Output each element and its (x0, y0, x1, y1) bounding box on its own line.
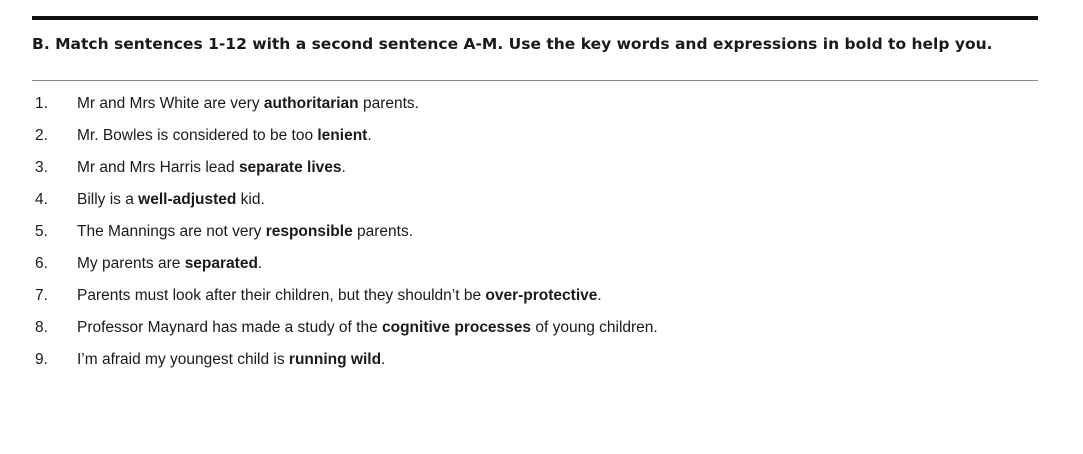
item-number: 3. (35, 159, 48, 176)
item-key-expression: cognitive processes (382, 319, 532, 336)
item-text-pre: Professor Maynard has made a study of the (77, 319, 382, 336)
instruction-divider (32, 80, 1038, 81)
item-text (77, 351, 385, 369)
item-text-pre: Mr and Mrs Harris lead (77, 159, 239, 176)
item-key-expression: separate lives (238, 159, 342, 176)
item-text (77, 319, 658, 337)
item-text-post: parents. (352, 223, 413, 240)
item-key-expression: running wild (288, 351, 382, 368)
item-text-post: . (341, 159, 346, 176)
item-key-expression: responsible (265, 223, 353, 240)
item-text-pre: Mr and Mrs White are very (77, 95, 264, 112)
item-text (77, 95, 419, 113)
item-number: 5. (35, 223, 48, 240)
list-item (32, 248, 658, 280)
item-text (77, 127, 372, 145)
item-text-pre: The Mannings are not very (77, 223, 266, 240)
list-item (32, 120, 658, 152)
item-text-post: . (597, 287, 602, 304)
item-text-pre: Billy is a (77, 191, 139, 208)
item-text-pre: My parents are (77, 255, 185, 272)
list-item (32, 152, 658, 184)
section-top-rule (32, 16, 1038, 20)
list-item (32, 344, 658, 376)
list-item (32, 280, 658, 312)
item-text-pre: Mr. Bowles is considered to be too (77, 127, 318, 144)
list-item (32, 312, 658, 344)
item-key-expression: lenient (317, 127, 368, 144)
item-text (77, 159, 346, 177)
list-item (32, 184, 658, 216)
item-text (77, 191, 265, 209)
item-number: 9. (35, 351, 48, 368)
item-text-post: of young children. (531, 319, 658, 336)
exercise-instruction: B. Match sentences 1-12 with a second sentence A-M. Use the key words and expressions in bold to help you. (32, 35, 993, 53)
item-number: 8. (35, 319, 48, 336)
item-key-expression: separated (184, 255, 258, 272)
item-text-post: kid. (236, 191, 265, 208)
item-key-expression: authoritarian (263, 95, 359, 112)
item-text-post: . (257, 255, 263, 272)
item-text-pre: Parents must look after their children, but they shouldn’t be (77, 287, 486, 304)
list-item (32, 216, 658, 248)
item-text-pre: I’m afraid my youngest child is (77, 351, 289, 368)
item-text-post: . (367, 127, 372, 144)
item-number: 1. (35, 95, 48, 112)
list-item (32, 88, 658, 120)
item-text-post: parents. (358, 95, 419, 112)
sentence-list (32, 88, 658, 376)
item-number: 6. (35, 255, 48, 272)
item-key-expression: over-protective (485, 287, 598, 304)
item-text (77, 223, 413, 241)
item-number: 4. (35, 191, 48, 208)
item-number: 7. (35, 287, 48, 304)
item-key-expression: well-adjusted (138, 191, 237, 208)
item-number: 2. (35, 127, 48, 144)
item-text (77, 255, 262, 273)
item-text-post: . (381, 351, 386, 368)
item-text (77, 287, 602, 305)
